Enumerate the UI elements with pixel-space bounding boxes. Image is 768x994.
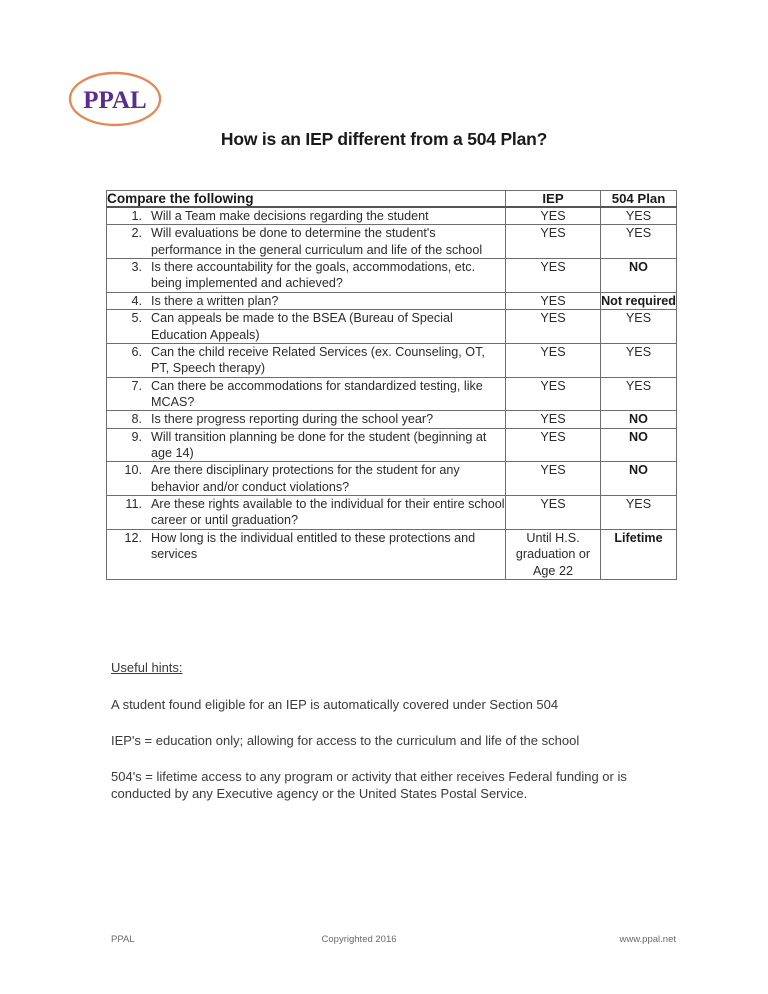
row-description-layout <box>107 411 505 427</box>
footer-copyright: Copyrighted 2016 <box>321 934 397 945</box>
ppal-logo <box>66 66 164 132</box>
row-number: 10. <box>124 463 142 478</box>
table-row <box>107 310 677 344</box>
row-description-cell <box>107 462 506 496</box>
table-row <box>107 462 677 496</box>
row-question-text: Will evaluations be done to determine the student's performance in the general curriculum and life of the school <box>151 226 483 257</box>
row-description-cell <box>107 207 506 225</box>
row-504-value: Lifetime <box>601 529 677 579</box>
table-body <box>107 207 677 579</box>
useful-hint-paragraph: 504's = lifetime access to any program or activity that either receives Federal funding or is conducted by any Executive agency or the United States Postal Service. <box>111 768 627 801</box>
row-description-layout <box>107 378 505 411</box>
row-description-layout <box>107 208 505 224</box>
footer-organization: PPAL <box>111 934 135 945</box>
row-504-value: YES <box>601 343 677 377</box>
table-header-row <box>107 191 677 208</box>
column-header-description: Compare the following <box>107 191 506 208</box>
row-number: 5. <box>131 311 142 326</box>
row-description-cell <box>107 225 506 259</box>
row-iep-value: YES <box>506 310 601 344</box>
useful-hints-section <box>111 660 659 802</box>
table-row <box>107 259 677 293</box>
row-iep-value: YES <box>506 292 601 309</box>
row-504-value: YES <box>601 377 677 411</box>
row-iep-value: YES <box>506 411 601 428</box>
row-description-cell <box>107 496 506 530</box>
row-question-text: Are these rights available to the individual for their entire school career or until graduation? <box>151 497 505 528</box>
row-iep-value: YES <box>506 259 601 293</box>
page-footer <box>111 934 676 945</box>
column-header-504-plan: 504 Plan <box>601 191 677 208</box>
table-row <box>107 292 677 309</box>
row-question-text: Will transition planning be done for the student (beginning at age 14) <box>151 429 487 461</box>
row-description-layout <box>107 462 505 495</box>
table-row <box>107 343 677 377</box>
row-description-layout <box>107 225 505 258</box>
row-iep-value: YES <box>506 377 601 411</box>
ppal-logo-graphic <box>66 66 164 132</box>
row-iep-value: YES <box>506 462 601 496</box>
row-504-value: NO <box>601 462 677 496</box>
row-description-layout <box>107 344 505 377</box>
row-description-cell <box>107 259 506 293</box>
row-question-text: Are there disciplinary protections for the student for any behavior and/or conduct violations? <box>151 463 460 494</box>
row-description-cell <box>107 343 506 377</box>
table-row <box>107 207 677 225</box>
row-number: 6. <box>131 344 142 359</box>
row-description-cell <box>107 292 506 309</box>
table-row <box>107 377 677 411</box>
useful-hints-heading: Useful hints: <box>111 660 183 675</box>
table-row <box>107 411 677 428</box>
table-row <box>107 225 677 259</box>
row-number: 2. <box>131 226 142 241</box>
row-description-cell <box>107 411 506 428</box>
table-row <box>107 496 677 530</box>
row-question-text: Can there be accommodations for standardized testing, like MCAS? <box>151 378 483 409</box>
row-description-cell <box>107 529 506 579</box>
page-title: How is an IEP different from a 504 Plan? <box>220 129 548 149</box>
row-number: 1. <box>131 209 142 223</box>
row-question-text: Can appeals be made to the BSEA (Bureau of Special Education Appeals) <box>151 311 453 342</box>
row-iep-value: YES <box>506 343 601 377</box>
row-504-value: YES <box>601 225 677 259</box>
row-description-cell <box>107 310 506 344</box>
table-row <box>107 529 677 579</box>
table-header <box>107 191 677 208</box>
row-description-layout <box>107 429 505 462</box>
row-504-value: NO <box>601 411 677 428</box>
row-description-cell <box>107 377 506 411</box>
row-504-value: YES <box>601 207 677 225</box>
row-description-layout <box>107 293 505 309</box>
row-question-text: Is there accountability for the goals, accommodations, etc. being implemented and achieved? <box>151 260 476 291</box>
useful-hint-paragraph: A student found eligible for an IEP is automatically covered under Section 504 <box>111 696 559 712</box>
row-504-value: NO <box>601 259 677 293</box>
row-504-value: Not required <box>601 293 676 308</box>
row-504-value: YES <box>601 496 677 530</box>
row-number: 12. <box>124 530 142 545</box>
row-description-cell <box>107 428 506 462</box>
row-504-value: YES <box>601 310 677 344</box>
row-number: 3. <box>131 260 142 275</box>
row-description-layout <box>107 496 505 529</box>
iep-504-comparison-table <box>106 190 677 580</box>
table-row <box>107 428 677 462</box>
row-iep-value: YES <box>506 207 601 225</box>
row-iep-value: YES <box>506 225 601 259</box>
row-iep-value: YES <box>506 428 601 462</box>
column-header-iep: IEP <box>506 191 601 208</box>
row-number: 11. <box>125 497 142 512</box>
row-question-text: Is there a written plan? <box>151 293 279 308</box>
row-number: 4. <box>131 293 142 308</box>
row-description-layout <box>107 310 505 343</box>
row-question-text: Will a Team make decisions regarding the student <box>151 209 429 223</box>
row-question-text: How long is the individual entitled to these protections and services <box>151 530 476 562</box>
useful-hints-body <box>111 697 659 803</box>
row-iep-value: Until H.S. graduation or Age 22 <box>506 529 601 579</box>
footer-website: www.ppal.net <box>619 934 676 945</box>
row-question-text: Is there progress reporting during the school year? <box>151 412 434 427</box>
row-number: 8. <box>131 412 142 427</box>
row-question-text: Can the child receive Related Services (ex. Counseling, OT, PT, Speech therapy) <box>151 344 485 376</box>
row-description-layout <box>107 259 505 292</box>
useful-hint-paragraph: IEP's = education only; allowing for access to the curriculum and life of the school <box>111 732 580 748</box>
logo-wordmark: PPAL <box>83 87 147 114</box>
row-description-layout <box>107 530 505 563</box>
row-number: 9. <box>131 429 142 444</box>
row-number: 7. <box>131 378 142 393</box>
row-iep-value: YES <box>506 496 601 530</box>
row-504-value: NO <box>601 428 677 462</box>
